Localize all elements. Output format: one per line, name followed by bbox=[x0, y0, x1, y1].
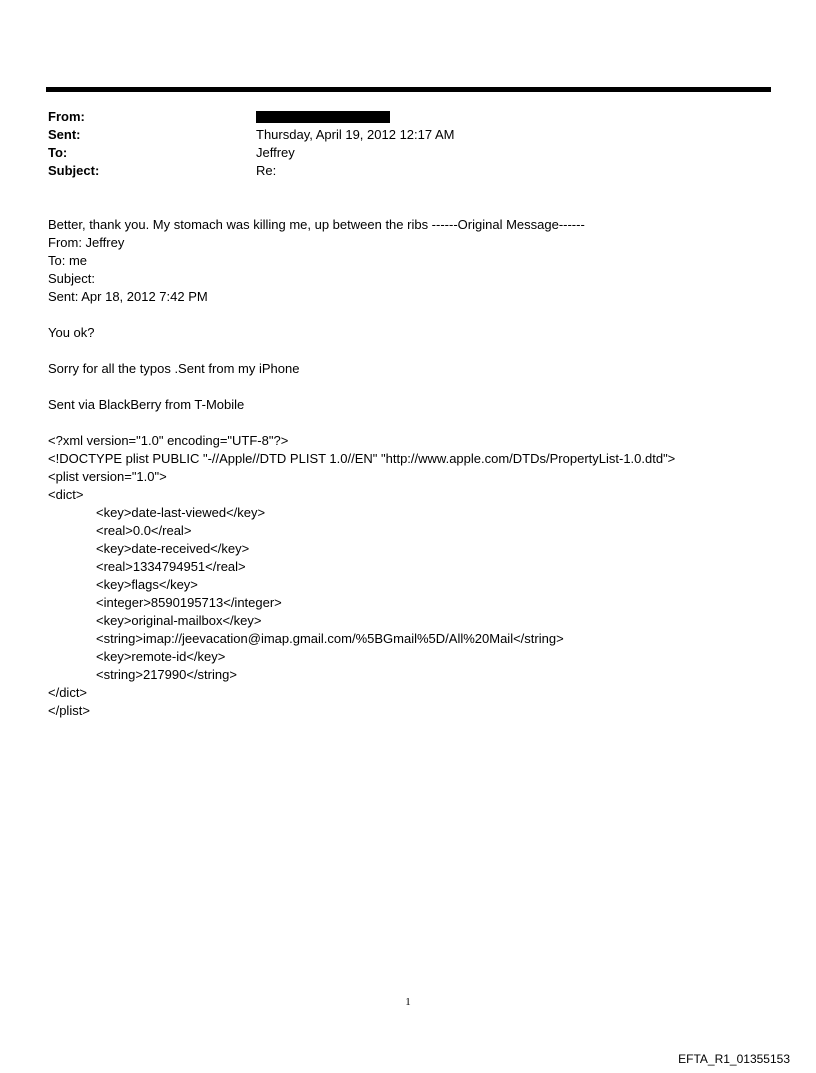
xml-line: <key>date-received</key> bbox=[96, 541, 250, 556]
xml-line: <real>1334794951</real> bbox=[96, 559, 246, 574]
xml-line: </plist> bbox=[48, 703, 90, 718]
xml-line: <!DOCTYPE plist PUBLIC "-//Apple//DTD PLIST 1.0//EN" "http://www.apple.com/DTDs/PropertyList-1.0.dtd"> bbox=[48, 451, 676, 466]
header-rule bbox=[46, 87, 771, 92]
from-label: From: bbox=[48, 109, 85, 124]
xml-line: </dict> bbox=[48, 685, 88, 700]
blank-line bbox=[48, 342, 788, 360]
body-line: Better, thank you. My stomach was killing me, up between the ribs ------Original Message------ bbox=[48, 217, 585, 232]
blank-line bbox=[48, 414, 788, 432]
xml-line: <real>0.0</real> bbox=[96, 523, 192, 538]
body-line: Sorry for all the typos .Sent from my iPhone bbox=[48, 361, 300, 376]
document-id: EFTA_R1_01355153 bbox=[678, 1052, 790, 1066]
subject-value: Re: bbox=[256, 163, 277, 178]
blank-line bbox=[48, 378, 788, 396]
body-line: You ok? bbox=[48, 325, 95, 340]
from-row bbox=[48, 108, 455, 126]
xml-line: <string>imap://jeevacation@imap.gmail.com/%5BGmail%5D/All%20Mail</string> bbox=[96, 631, 564, 646]
redaction-bar bbox=[256, 111, 390, 123]
sent-value: Thursday, April 19, 2012 12:17 AM bbox=[256, 127, 455, 142]
xml-line: <key>remote-id</key> bbox=[96, 649, 226, 664]
to-row bbox=[48, 144, 455, 162]
page-number: 1 bbox=[405, 996, 411, 1008]
blank-line bbox=[48, 306, 788, 324]
subject-label: Subject: bbox=[48, 163, 100, 178]
xml-line: <?xml version="1.0" encoding="UTF-8"?> bbox=[48, 433, 289, 448]
body-line: From: Jeffrey bbox=[48, 235, 125, 250]
body-line: Subject: bbox=[48, 271, 95, 286]
sent-row bbox=[48, 126, 455, 144]
body-line: To: me bbox=[48, 253, 88, 268]
xml-line: <dict> bbox=[48, 487, 84, 502]
email-header bbox=[48, 108, 455, 180]
body-line: Sent: Apr 18, 2012 7:42 PM bbox=[48, 289, 208, 304]
subject-row bbox=[48, 162, 455, 180]
to-label: To: bbox=[48, 145, 68, 160]
from-value-redacted bbox=[256, 108, 390, 126]
xml-line: <key>original-mailbox</key> bbox=[96, 613, 262, 628]
sent-label: Sent: bbox=[48, 127, 81, 142]
xml-line: <key>date-last-viewed</key> bbox=[96, 505, 266, 520]
email-body bbox=[48, 216, 788, 720]
xml-line: <integer>8590195713</integer> bbox=[96, 595, 282, 610]
xml-line: <key>flags</key> bbox=[96, 577, 198, 592]
xml-line: <string>217990</string> bbox=[96, 667, 237, 682]
body-line: Sent via BlackBerry from T-Mobile bbox=[48, 397, 245, 412]
xml-line: <plist version="1.0"> bbox=[48, 469, 167, 484]
to-value: Jeffrey bbox=[256, 145, 295, 160]
